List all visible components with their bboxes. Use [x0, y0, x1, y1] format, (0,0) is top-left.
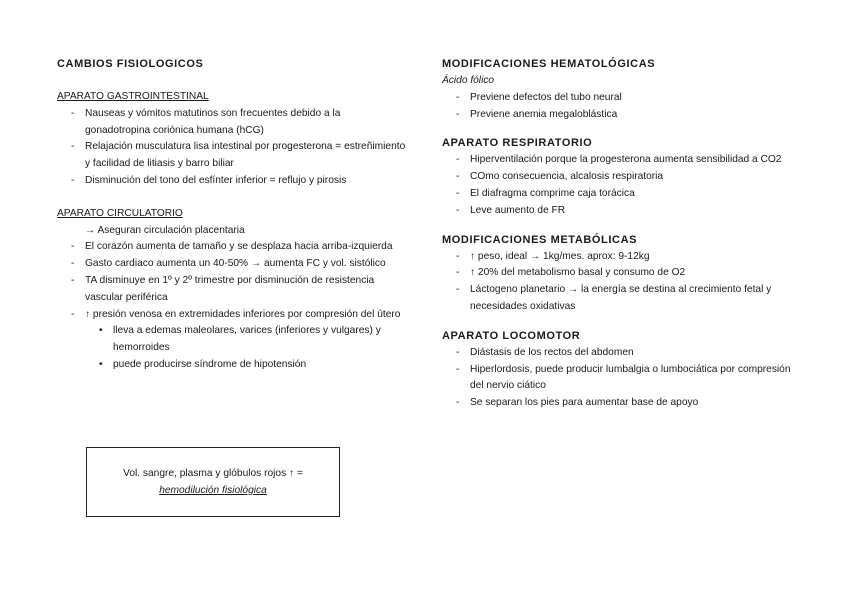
summary-box — [86, 447, 340, 517]
list-item: - El corazón aumenta de tamaño y se desplaza hacia arriba-izquierda — [71, 239, 407, 256]
list-item: - Disminución del tono del esfínter inferior = reflujo y pirosis — [71, 173, 407, 190]
list-item: - ↑ peso, ideal → 1kg/mes. aprox: 9-12kg — [456, 249, 794, 266]
list-item: - Previene anemia megaloblástica — [456, 107, 794, 124]
left-column — [57, 56, 407, 374]
circ-list — [57, 239, 407, 323]
hemato-list — [442, 90, 794, 124]
sub-list-item: • puede producirse síndrome de hipotensión — [99, 357, 407, 374]
list-item: - Hiperlordosis, puede producir lumbalgia o lumbociática por compresión del nervio ciático — [456, 362, 794, 396]
list-item: - COmo consecuencia, alcalosis respiratoria — [456, 169, 794, 186]
summary-box-line2: hemodilución fisiológica — [159, 485, 267, 496]
gastro-list — [57, 106, 407, 190]
circ-heading: APARATO CIRCULATORIO — [57, 207, 183, 219]
list-item: - Se separan los pies para aumentar base de apoyo — [456, 395, 794, 412]
list-item: - TA disminuye en 1º y 2º trimestre por disminución de resistencia vascular periférica — [71, 273, 407, 307]
metab-title: MODIFICACIONES METABÓLICAS — [442, 233, 638, 246]
summary-box-line1: Vol. sangre, plasma y glóbulos rojos ↑ = — [123, 468, 303, 479]
list-item: - Láctogeno planetario → la energía se destina al crecimiento fetal y necesidades oxidativas — [456, 282, 794, 316]
list-item: - Nauseas y vómitos matutinos son frecuentes debido a la gonadotropina coriónica humana (hCG) — [71, 106, 407, 140]
hemato-subtitle: Ácido fólico — [442, 75, 495, 86]
gastro-heading: APARATO GASTROINTESTINAL — [57, 91, 209, 102]
metab-list — [442, 249, 794, 316]
list-item: - Relajación musculatura lisa intestinal por progesterona = estreñimiento y facilidad de litiasis y barro biliar — [71, 139, 407, 173]
loco-list — [442, 345, 794, 412]
page-title: CAMBIOS FISIOLOGICOS — [57, 58, 204, 70]
resp-title: APARATO RESPIRATORIO — [442, 137, 593, 150]
right-column — [442, 56, 794, 412]
list-item: - Previene defectos del tubo neural — [456, 90, 794, 107]
list-item: - Leve aumento de FR — [456, 203, 794, 220]
list-item: - ↑ presión venosa en extremidades inferiores por compresión del útero — [71, 307, 407, 324]
list-item: - Diástasis de los rectos del abdomen — [456, 345, 794, 362]
hemato-title: MODIFICACIONES HEMATOLÓGICAS — [442, 58, 656, 70]
loco-title: APARATO LOCOMOTOR — [442, 329, 581, 342]
list-item: - El diafragma comprime caja torácica — [456, 186, 794, 203]
list-item: - ↑ 20% del metabolismo basal y consumo de O2 — [456, 265, 794, 282]
list-item: - Gasto cardiaco aumenta un 40-50% → aumenta FC y vol. sistólico — [71, 256, 407, 273]
list-item: - Hiperventilación porque la progesterona aumenta sensibilidad a CO2 — [456, 152, 794, 169]
resp-list — [442, 152, 794, 219]
circ-arrow-line: → Aseguran circulación placentaria — [85, 224, 245, 236]
sub-list-item: • lleva a edemas maleolares, varices (inferiores y vulgares) y hemorroides — [99, 323, 407, 357]
circ-sublist — [57, 323, 407, 373]
